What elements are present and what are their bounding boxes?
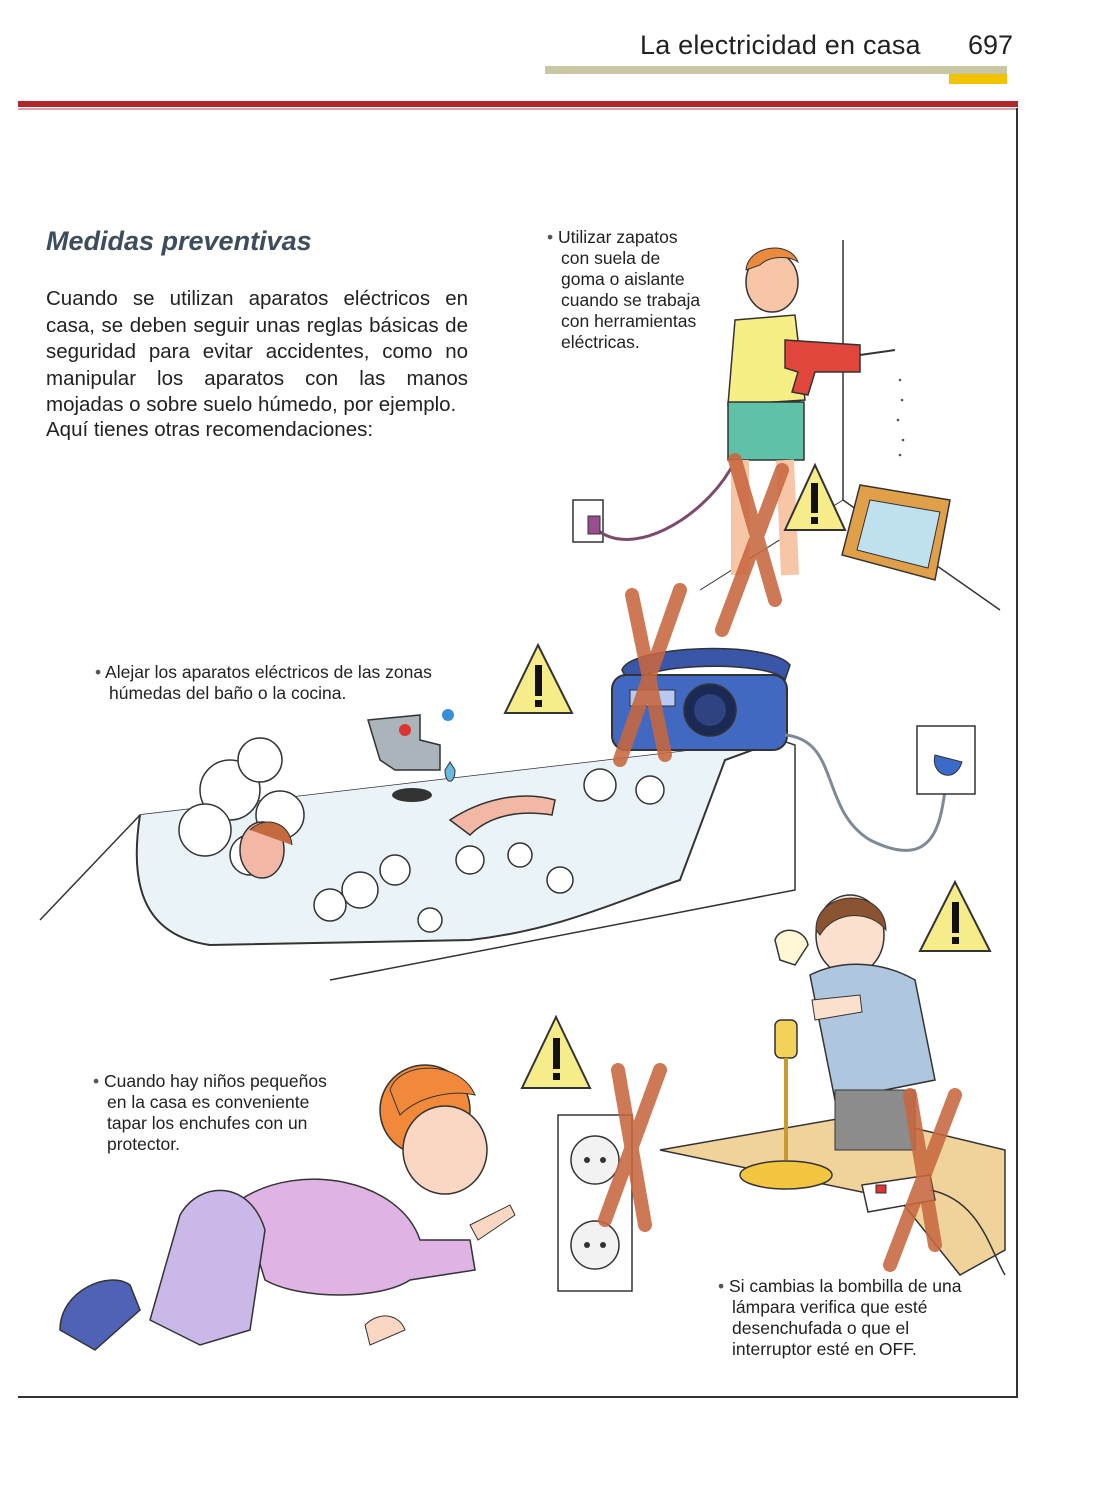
tip-1-text: • Utilizar zapatos con suela de goma o aislante cuando se trabaja con herramientas eléctricas. — [547, 227, 701, 352]
tip-line: húmedas del baño o la cocina. — [109, 683, 347, 703]
tip-line: cuando se trabaja — [561, 290, 701, 310]
tip-line: desenchufada o que el — [732, 1318, 910, 1338]
tip-line: interruptor esté en OFF. — [732, 1339, 917, 1359]
tip-2-text: • Alejar los aparatos eléctricos de las zonas húmedas del baño o la cocina. — [95, 662, 432, 703]
tip-line: Utilizar zapatos — [558, 227, 678, 247]
tip-line: Cuando hay niños pequeños — [104, 1071, 327, 1091]
tip-line: goma o aislante — [561, 269, 685, 289]
tip-line: lámpara verifica que esté — [732, 1297, 928, 1317]
tip-line: Si cambias la bombilla de una — [729, 1276, 962, 1296]
warning-triangle-icon — [522, 1017, 590, 1088]
tip-3-text: • Cuando hay niños pequeños en la casa es conveniente tapar los enchufes con un protector. — [93, 1071, 327, 1154]
intro-last-line: Aquí tienes otras recomendaciones: — [46, 418, 374, 441]
section-title: Medidas preventivas — [46, 226, 312, 256]
tip-line: con suela de — [561, 248, 661, 268]
intro-paragraph: Cuando se utilizan aparatos eléctricos en casa, se deben seguir unas reglas básicas de seguridad para evitar accidentes, como no manipular los aparatos con las manos mojadas o sobre suelo húmedo, por ejemplo. — [46, 287, 468, 416]
tip-line: tapar los enchufes con un — [107, 1113, 308, 1133]
tip-line: protector. — [107, 1134, 180, 1154]
tip-line: en la casa es conveniente — [107, 1092, 310, 1112]
warning-triangle-icon — [920, 882, 990, 951]
tip-line: con herramientas — [561, 311, 697, 331]
tip-line: Alejar los aparatos eléctricos de las zonas — [105, 662, 432, 682]
warning-triangle-icon — [505, 645, 572, 713]
page-number: 697 — [968, 30, 1014, 60]
running-header-title: La electricidad en casa — [640, 30, 921, 60]
tip-line: eléctricas. — [561, 332, 640, 352]
tip-4-text: • Si cambias la bombilla de una lámpara verifica que esté desenchufada o que el interruptor esté en OFF. — [718, 1276, 962, 1359]
